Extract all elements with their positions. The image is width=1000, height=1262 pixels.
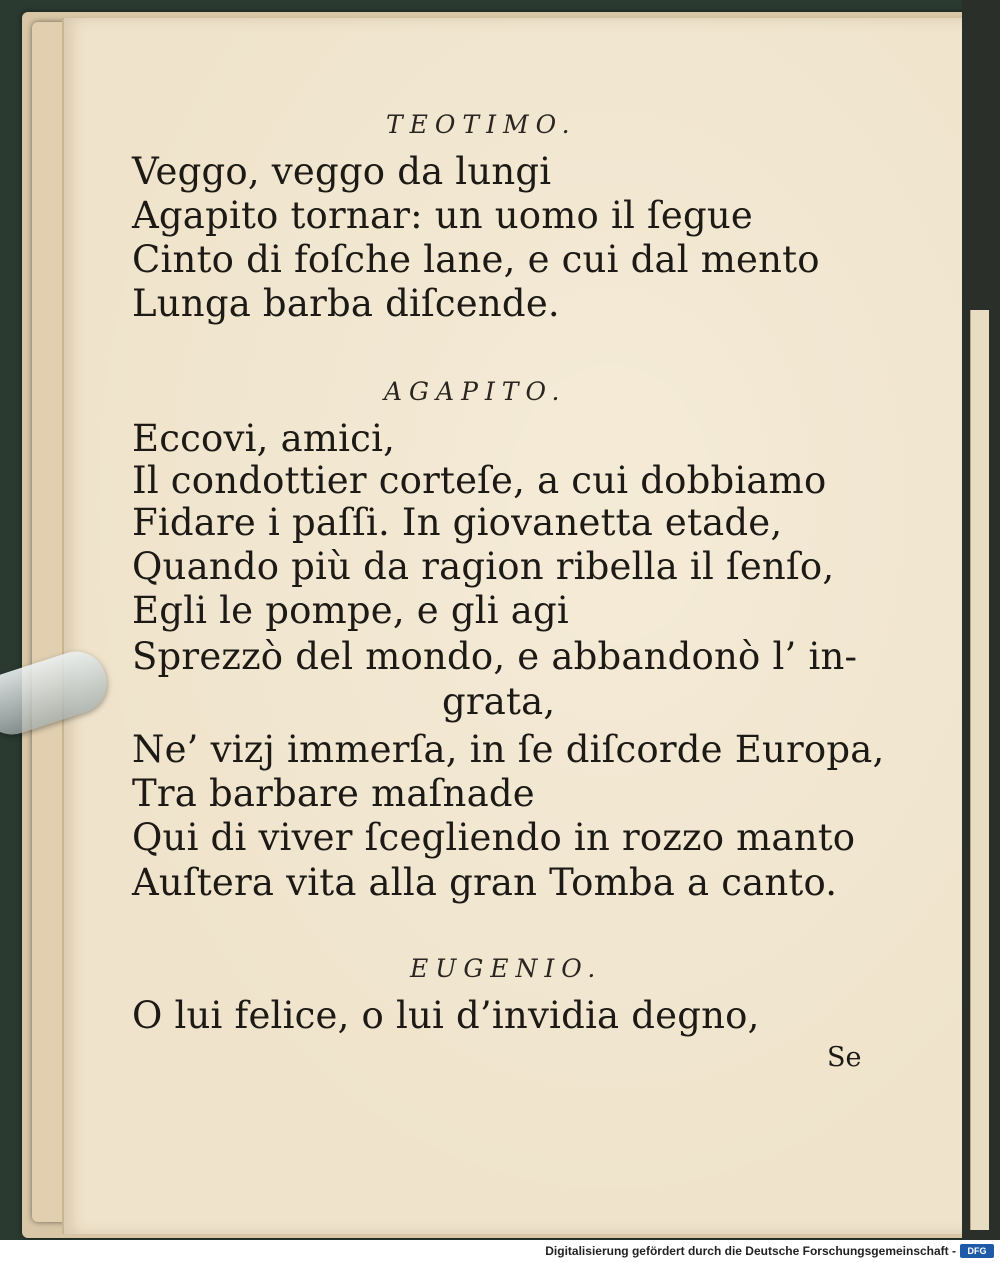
verse-line: Agapito tornar: un uomo il ſegue [132,194,754,237]
digitization-footer [0,1240,1000,1262]
speaker-teotimo: TEOTIMO. [386,110,577,139]
verse-line: Eccovi, amici, [132,417,396,460]
verse-line: Tra barbare maſnade [132,772,535,815]
verse-line: Lunga barba diſcende. [132,282,560,325]
verse-line: Egli le pompe, e gli agi [132,589,569,632]
verse-line: O lui felice, o lui d’invidia degno, [132,994,760,1037]
footer-credit: Digitalisierung gefördert durch die Deutsche Forschungsgemeinschaft - [545,1244,956,1258]
verse-line: Cinto di foſche lane, e cui dal mento [132,238,820,281]
verse-line: Quando più da ragion ribella il ſenſo, [132,545,835,588]
verse-line-continuation: grata, [442,680,556,723]
catchword: Se [827,1042,862,1073]
verse-line: Fidare i paſſi. In giovanetta etade, [132,501,783,544]
speaker-eugenio: EUGENIO. [410,954,603,983]
dfg-logo: DFG [960,1244,994,1258]
verse-line: Auſtera vita alla gran Tomba a canto. [132,861,838,904]
verse-line: Ne’ vizj immerſa, in ſe diſcorde Europa, [132,728,885,771]
verse-line: Qui di viver ſcegliendo in rozzo manto [132,816,856,859]
verse-line: Sprezzò del mondo, e abbandonò l’ in- [132,635,858,678]
verse-line: Il condottier corteſe, a cui dobbiamo [132,459,827,502]
speaker-agapito: AGAPITO. [384,377,567,406]
verse-line: Veggo, veggo da lungi [132,150,552,193]
